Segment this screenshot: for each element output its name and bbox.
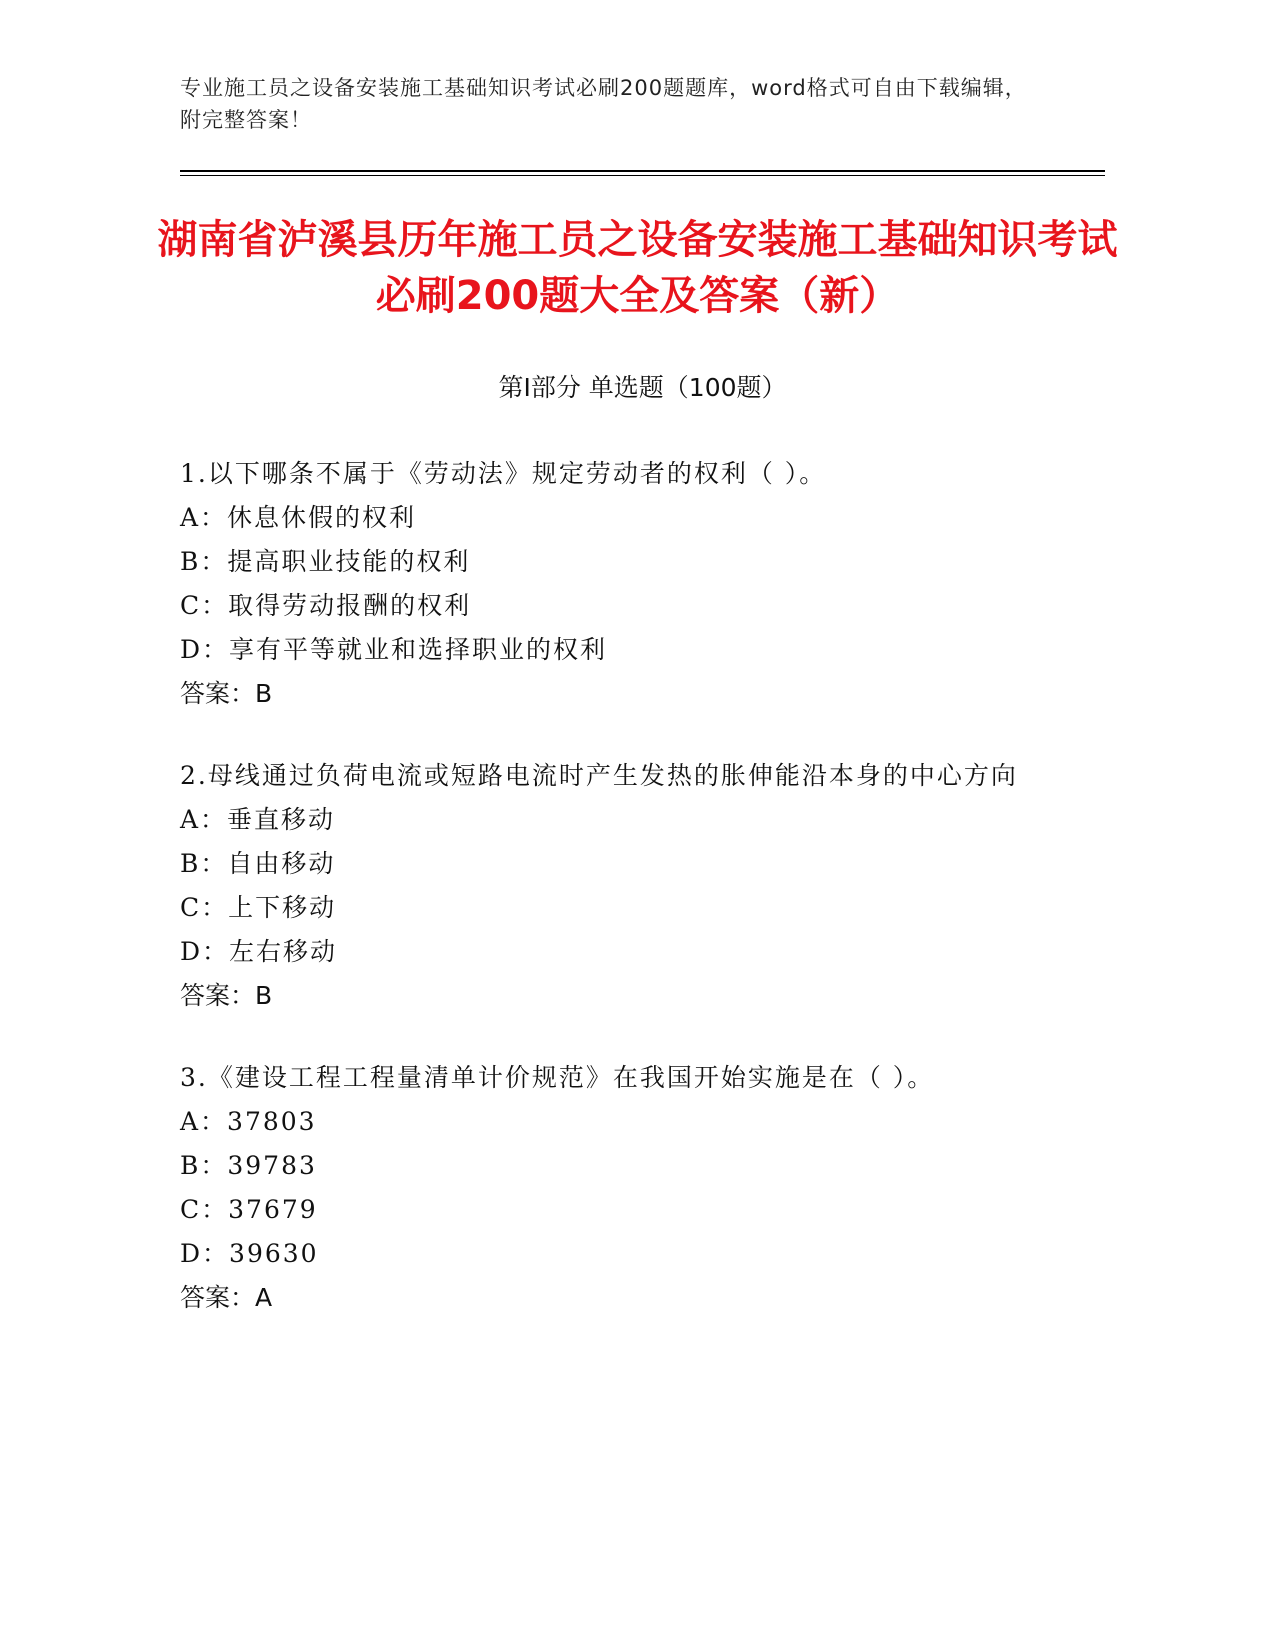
option-b: B：自由移动 xyxy=(180,849,336,878)
option-c: C：37679 xyxy=(180,1195,318,1224)
question-3 xyxy=(180,1056,1040,1320)
option-c: C：上下移动 xyxy=(180,893,337,922)
question-stem: 1.以下哪条不属于《劳动法》规定劳动者的权利（ ）。 xyxy=(180,459,827,488)
option-b: B：39783 xyxy=(180,1151,317,1180)
section-title: 第Ⅰ部分 单选题（100题） xyxy=(498,373,787,402)
option-a: A：休息休假的权利 xyxy=(180,503,417,532)
header-note: 专业施工员之设备安装施工基础知识考试必刷200题题库，word格式可自由下载编辑，附完整答案！ xyxy=(180,76,1027,132)
answer: 答案：A xyxy=(180,1283,273,1312)
document-title: 湖南省泸溪县历年施工员之设备安装施工基础知识考试必刷200题大全及答案（新） xyxy=(157,217,1118,319)
answer: 答案：B xyxy=(180,981,273,1010)
header-divider-thick xyxy=(180,170,1105,172)
option-b: B：提高职业技能的权利 xyxy=(180,547,471,576)
option-a: A：37803 xyxy=(180,1107,317,1136)
option-d: D：39630 xyxy=(180,1239,319,1268)
question-1 xyxy=(180,452,1040,716)
question-stem: 3.《建设工程工程量清单计价规范》在我国开始实施是在（ ）。 xyxy=(180,1063,935,1092)
option-d: D：享有平等就业和选择职业的权利 xyxy=(180,635,608,664)
header-divider-thin xyxy=(180,175,1105,176)
option-d: D：左右移动 xyxy=(180,937,338,966)
answer: 答案：B xyxy=(180,679,273,708)
option-a: A：垂直移动 xyxy=(180,805,336,834)
question-stem: 2.母线通过负荷电流或短路电流时产生发热的胀伸能沿本身的中心方向 xyxy=(180,761,1018,790)
option-c: C：取得劳动报酬的权利 xyxy=(180,591,472,620)
question-list xyxy=(180,452,1040,1358)
question-2 xyxy=(180,754,1040,1018)
